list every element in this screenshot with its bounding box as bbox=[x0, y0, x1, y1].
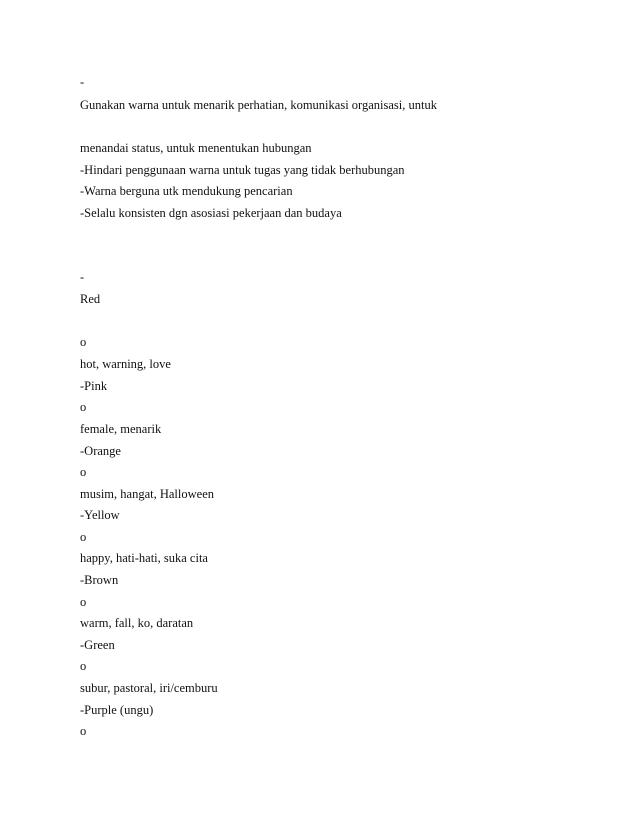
color-meaning: female, menarik bbox=[80, 422, 162, 436]
bullet-marker: o bbox=[80, 595, 87, 609]
bullet-marker: o bbox=[80, 530, 87, 544]
color-meaning: hot, warning, love bbox=[80, 357, 171, 371]
bullet-marker: o bbox=[80, 724, 87, 738]
color-name: -Pink bbox=[80, 379, 108, 393]
text-line: -Hindari penggunaan warna untuk tugas yang tidak berhubungan bbox=[80, 163, 405, 177]
bullet-marker: o bbox=[80, 659, 87, 673]
dash-line: - bbox=[80, 75, 85, 89]
color-name: Red bbox=[80, 292, 101, 306]
dash-line: - bbox=[80, 270, 85, 284]
bullet-marker: o bbox=[80, 465, 87, 479]
text-line: Gunakan warna untuk menarik perhatian, komunikasi organisasi, untuk bbox=[80, 98, 437, 112]
color-meaning: subur, pastoral, iri/cemburu bbox=[80, 681, 218, 695]
color-meaning: warm, fall, ko, daratan bbox=[80, 616, 194, 630]
color-name: -Brown bbox=[80, 573, 119, 587]
text-line: menandai status, untuk menentukan hubungan bbox=[80, 141, 312, 155]
color-meaning: happy, hati-hati, suka cita bbox=[80, 551, 208, 565]
color-name: -Orange bbox=[80, 444, 121, 458]
color-meaning: musim, hangat, Halloween bbox=[80, 487, 214, 501]
color-name: -Yellow bbox=[80, 508, 120, 522]
bullet-marker: o bbox=[80, 335, 87, 349]
text-line: -Selalu konsisten dgn asosiasi pekerjaan dan budaya bbox=[80, 206, 342, 220]
bullet-marker: o bbox=[80, 400, 87, 414]
text-line: -Warna berguna utk mendukung pencarian bbox=[80, 184, 293, 198]
color-name: -Purple (ungu) bbox=[80, 703, 154, 717]
color-name: -Green bbox=[80, 638, 115, 652]
